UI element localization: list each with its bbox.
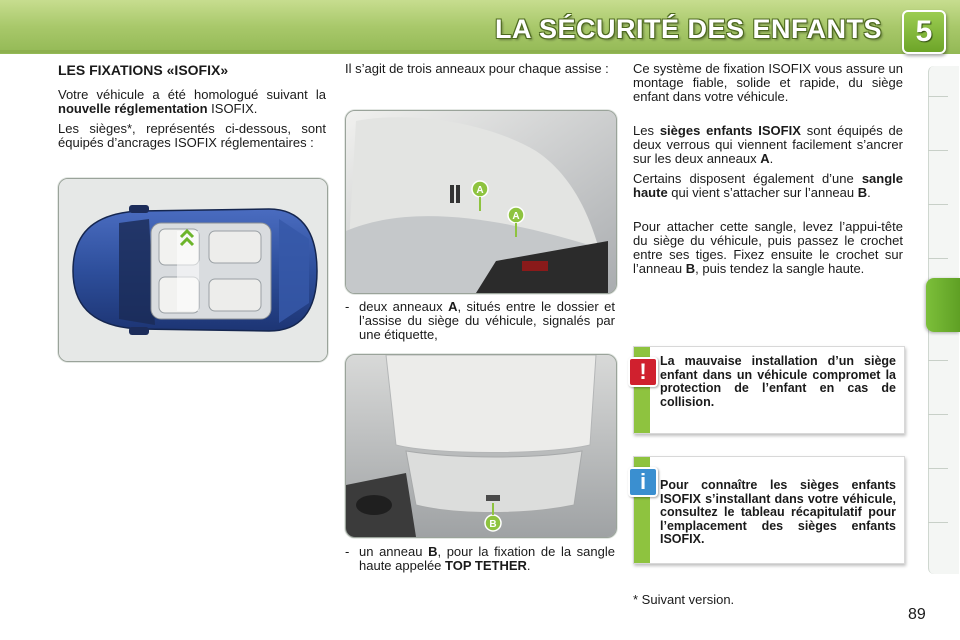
- anchor-b-label: B: [489, 519, 497, 530]
- anchor-a-description: [345, 300, 615, 342]
- seat-anchor-b-icon: [346, 355, 616, 537]
- tab-divider: [928, 258, 948, 259]
- info-callout: [633, 456, 905, 564]
- page-title: LA SÉCURITÉ DES ENFANTS: [494, 14, 882, 44]
- paragraph: Les sièges enfants ISOFIX sont équipés de deux verrous qui viennent facilement s’ancrer sur les deux anneaux A.: [633, 123, 904, 166]
- anchor-a-label: A: [512, 211, 520, 222]
- tab-divider: [928, 468, 948, 469]
- chapter-number-badge: 5: [902, 10, 946, 54]
- paragraph: Pour attacher cette sangle, levez l’appui-tête du siège du véhicule, puis passez le crochet entre ses tiges. Fixez ensuite le crochet sur l’anneau B, puis tendez la sangle haute.: [633, 219, 903, 276]
- top-tether-anchor-b-photo: [345, 354, 617, 538]
- info-text: Pour connaître les sièges enfants ISOFIX s’installant dans votre véhicule, consultez le tableau récapitulatif pour l’emplacement des sièges enfants ISOFIX.: [660, 478, 896, 546]
- info-icon: i: [628, 467, 658, 497]
- paragraph: Certains disposent également d’une sangle haute qui vient s’attacher sur l’anneau B.: [633, 171, 903, 200]
- paragraph: Votre véhicule a été homologué suivant la nouvelle réglementation ISOFIX.: [58, 87, 326, 116]
- tab-divider: [928, 522, 948, 523]
- page-number: 89: [908, 606, 926, 623]
- paragraph: Les sièges*, représentés ci-dessous, sont équipés d’ancrages ISOFIX réglementaires :: [58, 121, 326, 150]
- exclamation-icon: !: [628, 357, 658, 387]
- warning-text: La mauvaise installation d’un siège enfant dans un véhicule compromet la protection de l’enfant en cas de collision.: [660, 354, 896, 409]
- tab-divider: [928, 360, 948, 361]
- car-top-view-illustration: [58, 178, 328, 362]
- warning-callout: [633, 346, 905, 434]
- header-rule: [0, 50, 880, 53]
- convertible-car-icon: [59, 179, 327, 361]
- anchor-a-label: A: [476, 185, 484, 196]
- tab-divider: [928, 414, 948, 415]
- section-title: LES FIXATIONS «ISOFIX»: [58, 62, 229, 78]
- tab-divider: [928, 96, 948, 97]
- footnote: * Suivant version.: [633, 592, 735, 607]
- list-item: - deux anneaux A, situés entre le dossier et l’assise du siège du véhicule, signalés par une étiquette,: [345, 299, 615, 342]
- tab-divider: [928, 150, 948, 151]
- list-item: - un anneau B, pour la fixation de la sangle haute appelée TOP TETHER.: [345, 544, 615, 573]
- isofix-anchors-a-photo: [345, 110, 617, 294]
- col3-text: [633, 62, 903, 276]
- anchor-b-description: [345, 545, 615, 573]
- tab-divider: [928, 204, 948, 205]
- page-header: [0, 0, 960, 56]
- chapter-tab-active[interactable]: [926, 278, 960, 332]
- paragraph: Ce système de fixation ISOFIX vous assure un montage fiable, solide et rapide, du siège enfant dans votre véhicule.: [633, 61, 903, 104]
- col1-text: [58, 88, 326, 150]
- col2-intro: Il s’agit de trois anneaux pour chaque assise :: [345, 61, 609, 76]
- seat-anchor-a-icon: [346, 111, 616, 293]
